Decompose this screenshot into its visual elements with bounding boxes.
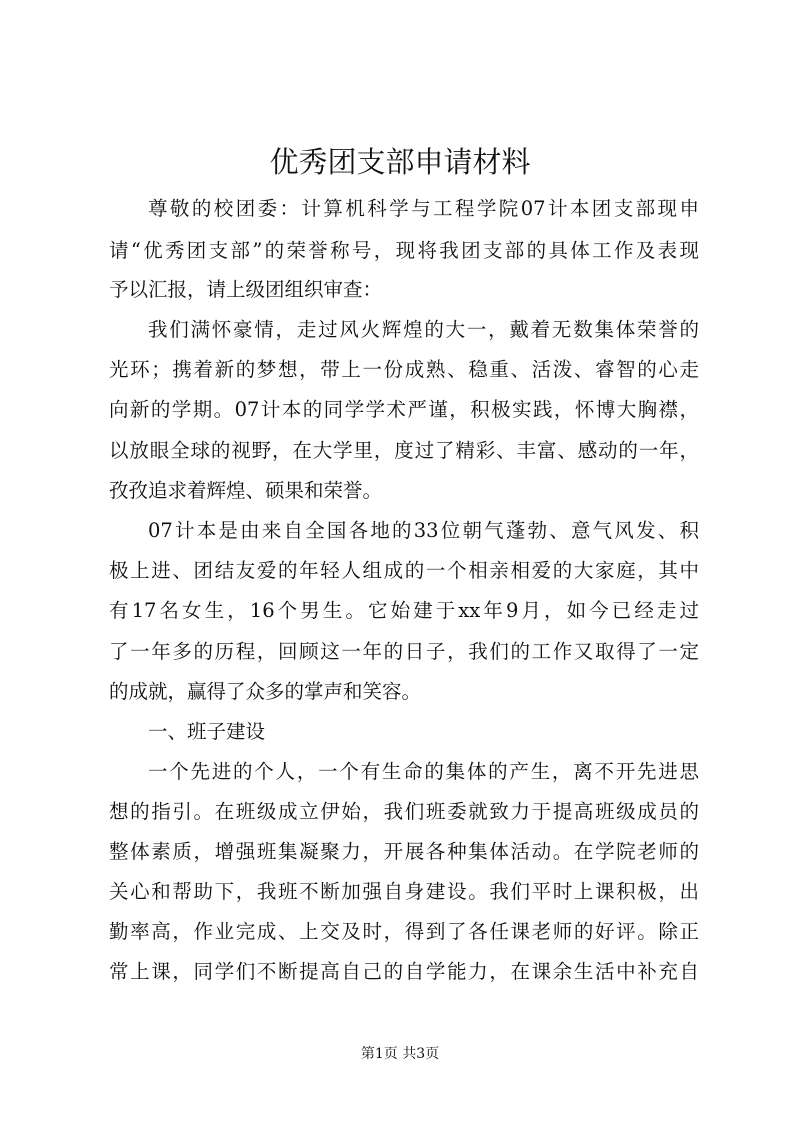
paragraph-1-line-1: 尊敬的校团委：计算机科学与工程学院07计本团支部现申: [148, 197, 699, 220]
document-title: 优秀团支部申请材料: [269, 145, 531, 179]
paragraph-2-line-1: 我们满怀豪情，走过风火辉煌的大一，戴着无数集体荣誉的: [148, 318, 699, 341]
paragraph-1-line-2: 请“优秀团支部”的荣誉称号，现将我团支部的具体工作及表现: [109, 239, 699, 262]
paragraph-3-line-3: 有17名女生，16个男生。它始建于xx年9月，如今已经走过: [109, 599, 699, 622]
paragraph-2-line-4: 以放眼全球的视野，在大学里，度过了精彩、丰富、感动的一年，: [109, 439, 699, 462]
paragraph-1-line-3: 予以汇报，请上级团组织审查：: [109, 278, 383, 301]
paragraph-2-line-3: 向新的学期。07计本的同学学术严谨，积极实践，怀博大胸襟，: [109, 398, 699, 421]
paragraph-4-line-6: 常上课，同学们不断提高自己的自学能力，在课余生活中补充自: [109, 960, 699, 983]
paragraph-3-line-2: 极上进、团结友爱的年轻人组成的一个相亲相爱的大家庭，其中: [109, 559, 699, 582]
paragraph-4-line-3: 整体素质，增强班集凝聚力，开展各种集体活动。在学院老师的: [109, 840, 699, 863]
paragraph-4-line-2: 想的指引。在班级成立伊始，我们班委就致力于提高班级成员的: [109, 800, 699, 823]
paragraph-2-line-2: 光环；携着新的梦想，带上一份成熟、稳重、活泼、睿智的心走: [109, 358, 699, 381]
paragraph-3-line-1: 07计本是由来自全国各地的33位朝气蓬勃、意气风发、积: [148, 519, 699, 542]
paragraph-3-line-4: 了一年多的历程，回顾这一年的日子，我们的工作又取得了一定: [109, 640, 699, 663]
paragraph-3-line-5: 的成就，赢得了众多的掌声和笑容。: [109, 680, 422, 703]
paragraph-2-line-5: 孜孜追求着辉煌、硕果和荣誉。: [109, 479, 383, 502]
page-footer: 第1页 共3页: [360, 1046, 440, 1062]
paragraph-4-line-1: 一个先进的个人，一个有生命的集体的产生，离不开先进思: [148, 760, 699, 783]
paragraph-4-line-5: 勤率高，作业完成、上交及时，得到了各任课老师的好评。除正: [109, 920, 699, 943]
paragraph-4-line-4: 关心和帮助下，我班不断加强自身建设。我们平时上课积极，出: [109, 880, 699, 903]
section-heading-1: 一、班子建设: [148, 720, 266, 743]
